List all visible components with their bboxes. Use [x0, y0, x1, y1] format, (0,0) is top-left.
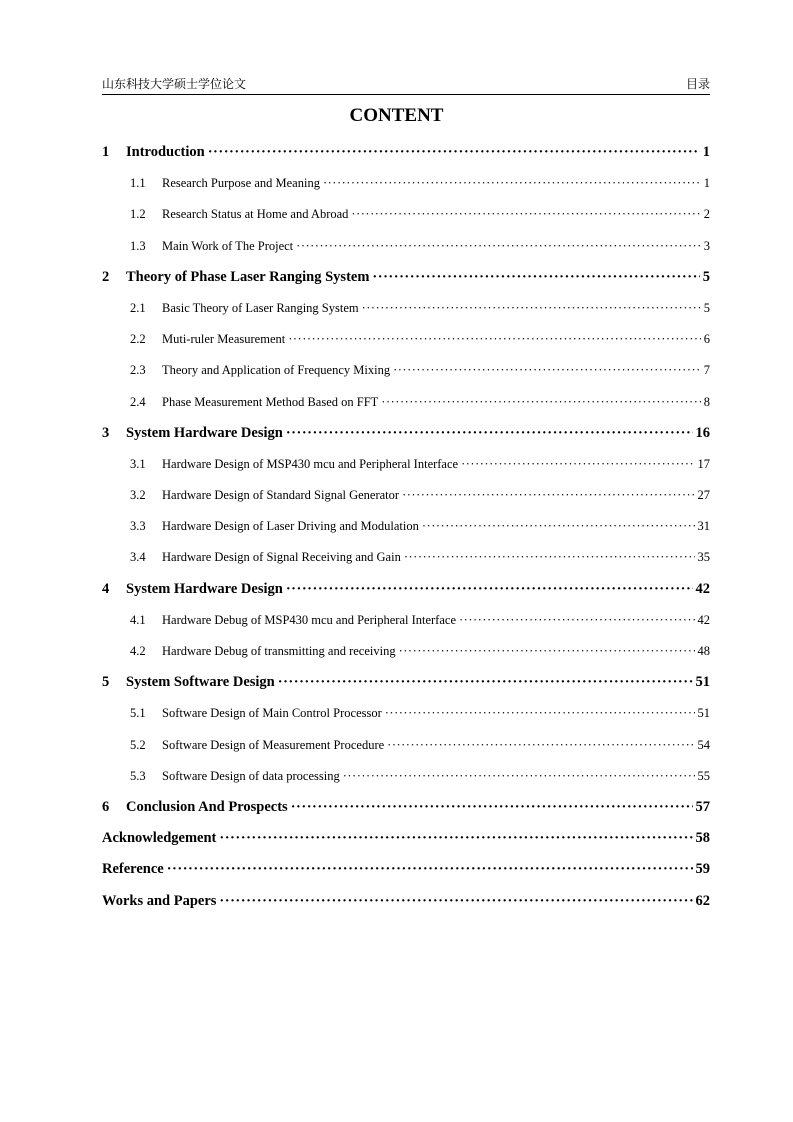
toc-page-number: 58	[695, 830, 710, 847]
toc-entry-label: Basic Theory of Laser Ranging System	[162, 300, 359, 315]
toc-section-entry[interactable]	[102, 480, 710, 511]
toc-section-entry[interactable]	[102, 761, 710, 792]
toc-entry-label: Hardware Debug of transmitting and receiving	[162, 644, 396, 658]
toc-entry-number: 1.3	[130, 238, 146, 253]
toc-entry-label: System Hardware Design	[126, 424, 283, 441]
toc-entry-number: 1.1	[130, 176, 146, 191]
toc-page-number: 48	[697, 644, 710, 658]
toc-page-number: 59	[695, 861, 710, 878]
toc-dot-leader	[351, 199, 700, 230]
toc-entry-number: 4.1	[130, 612, 146, 627]
toc-page-number: 7	[703, 363, 710, 378]
toc-entry-label: Works and Papers	[102, 892, 217, 909]
toc-chapter-entry[interactable]	[102, 823, 710, 854]
toc-page-number: 1	[702, 144, 710, 160]
toc-page-number: 54	[697, 737, 710, 752]
toc-entry-number: 3.2	[130, 488, 146, 503]
toc-section-entry[interactable]	[102, 168, 710, 199]
toc-dot-leader	[286, 418, 693, 449]
toc-section-entry[interactable]	[102, 730, 710, 761]
header-section-name: 目录	[685, 77, 710, 91]
toc-entry-label: Hardware Design of Laser Driving and Modulation	[162, 519, 419, 534]
toc-chapter-entry[interactable]	[102, 886, 710, 917]
page-title: CONTENT	[349, 105, 444, 126]
toc-page-number: 62	[695, 892, 710, 909]
toc-section-entry[interactable]	[102, 449, 710, 480]
toc-chapter-entry[interactable]	[102, 574, 710, 605]
toc-entry-label: Reference	[102, 861, 164, 878]
toc-dot-leader	[372, 262, 699, 293]
toc-entry-label: Hardware Design of Standard Signal Generator	[162, 488, 400, 503]
running-header	[102, 74, 710, 95]
toc-chapter-entry[interactable]	[102, 854, 710, 885]
toc-dot-leader	[385, 698, 695, 729]
toc-chapter-entry[interactable]	[102, 418, 710, 449]
toc-dot-leader	[291, 792, 693, 823]
toc-dot-leader	[286, 574, 693, 605]
toc-dot-leader	[323, 168, 701, 199]
toc-page-number: 16	[695, 424, 710, 441]
toc-dot-leader	[399, 636, 695, 667]
toc-entry-label: Research Purpose and Meaning	[162, 176, 320, 191]
toc-entry-number: 3	[102, 424, 110, 441]
toc-dot-leader	[381, 387, 700, 418]
toc-page-number: 42	[697, 612, 710, 627]
toc-dot-leader	[219, 886, 692, 917]
toc-page-number: 31	[697, 519, 710, 534]
toc-dot-leader	[296, 231, 701, 262]
toc-entry-number: 1.2	[130, 207, 146, 222]
toc-entry-label: Software Design of data processing	[162, 768, 340, 783]
toc-page-number: 51	[695, 674, 710, 691]
toc-dot-leader	[459, 605, 695, 636]
toc-entry-number: 5	[102, 674, 110, 691]
toc-entry-number: 2.2	[130, 332, 146, 347]
toc-section-entry[interactable]	[102, 324, 710, 355]
toc-entry-label: Phase Measurement Method Based on FFT	[162, 394, 379, 409]
toc-dot-leader	[404, 542, 695, 573]
toc-entry-label: Conclusion And Prospects	[126, 798, 288, 815]
toc-section-entry[interactable]	[102, 387, 710, 418]
toc-entry-label: Main Work of The Project	[162, 238, 294, 253]
toc-entry-number: 2	[102, 268, 110, 285]
toc-section-entry[interactable]	[102, 698, 710, 729]
toc-section-entry[interactable]	[102, 636, 710, 667]
toc-entry-number: 3.1	[130, 456, 146, 471]
toc-chapter-entry[interactable]	[102, 792, 710, 823]
toc-entry-number: 5.3	[130, 768, 146, 783]
toc-chapter-entry[interactable]	[102, 262, 710, 293]
toc-dot-leader	[393, 355, 701, 386]
toc-page-number: 8	[703, 394, 710, 409]
toc-page-number: 42	[695, 580, 710, 597]
toc-page-number: 35	[697, 550, 710, 565]
toc-page-number: 55	[697, 768, 710, 783]
toc-section-entry[interactable]	[102, 511, 710, 542]
toc-entry-number: 5.2	[130, 737, 146, 752]
toc-entry-label: Theory and Application of Frequency Mixing	[162, 363, 391, 378]
toc-entry-label: Acknowledgement	[102, 830, 217, 847]
toc-section-entry[interactable]	[102, 231, 710, 262]
toc-entry-label: Hardware Design of MSP430 mcu and Peripheral Interface	[162, 456, 459, 471]
toc-entry-number: 2.4	[130, 394, 146, 409]
toc-dot-leader	[402, 480, 694, 511]
toc-entry-label: Software Design of Main Control Processor	[162, 706, 382, 721]
toc-section-entry[interactable]	[102, 355, 710, 386]
toc-page-number: 6	[703, 332, 710, 347]
toc-page-number: 1	[703, 176, 710, 191]
toc-page-number: 5	[702, 268, 710, 285]
toc-entry-number: 2.1	[130, 300, 146, 315]
toc-entry-label: System Software Design	[126, 674, 275, 691]
toc-chapter-entry[interactable]	[102, 137, 710, 168]
toc-entry-label: System Hardware Design	[126, 580, 283, 597]
toc-dot-leader	[343, 761, 695, 792]
toc-entry-number: 1	[102, 144, 110, 160]
toc-dot-leader	[422, 511, 695, 542]
toc-entry-number: 2.3	[130, 363, 146, 378]
toc-page-number: 2	[703, 207, 710, 222]
toc-page-number: 5	[703, 300, 710, 315]
toc-entry-number: 3.4	[130, 550, 146, 565]
toc-section-entry[interactable]	[102, 293, 710, 324]
toc-entry-number: 6	[102, 798, 110, 815]
toc-section-entry[interactable]	[102, 199, 710, 230]
toc-entry-label: Hardware Debug of MSP430 mcu and Peripheral Interface	[162, 612, 456, 627]
toc-dot-leader	[461, 449, 694, 480]
toc-entry-label: Theory of Phase Laser Ranging System	[126, 268, 370, 285]
toc-page-number: 51	[697, 706, 710, 721]
toc-entry-number: 4.2	[130, 644, 146, 658]
toc-dot-leader	[278, 667, 693, 698]
toc-page-number: 27	[697, 488, 710, 503]
toc-entry-label: Software Design of Measurement Procedure	[162, 737, 385, 752]
header-university-title: 山东科技大学硕士学位论文	[102, 77, 247, 91]
table-of-contents	[102, 137, 710, 917]
toc-chapter-entry[interactable]	[102, 667, 710, 698]
toc-entry-label: Introduction	[126, 144, 205, 160]
toc-entry-number: 3.3	[130, 519, 146, 534]
toc-dot-leader	[167, 854, 693, 885]
toc-entry-number: 5.1	[130, 706, 146, 721]
toc-dot-leader	[362, 293, 701, 324]
toc-dot-leader	[387, 730, 694, 761]
toc-entry-number: 4	[102, 580, 110, 597]
toc-entry-label: Research Status at Home and Abroad	[162, 207, 349, 222]
toc-entry-label: Hardware Design of Signal Receiving and Gain	[162, 550, 401, 565]
toc-section-entry[interactable]	[102, 542, 710, 573]
toc-page-number: 17	[697, 456, 710, 471]
toc-dot-leader	[288, 324, 701, 355]
toc-page-number: 57	[695, 798, 710, 815]
toc-dot-leader	[208, 137, 700, 168]
toc-entry-label: Muti-ruler Measurement	[162, 332, 286, 347]
toc-section-entry[interactable]	[102, 605, 710, 636]
toc-page-number: 3	[703, 238, 710, 253]
toc-dot-leader	[219, 823, 692, 854]
